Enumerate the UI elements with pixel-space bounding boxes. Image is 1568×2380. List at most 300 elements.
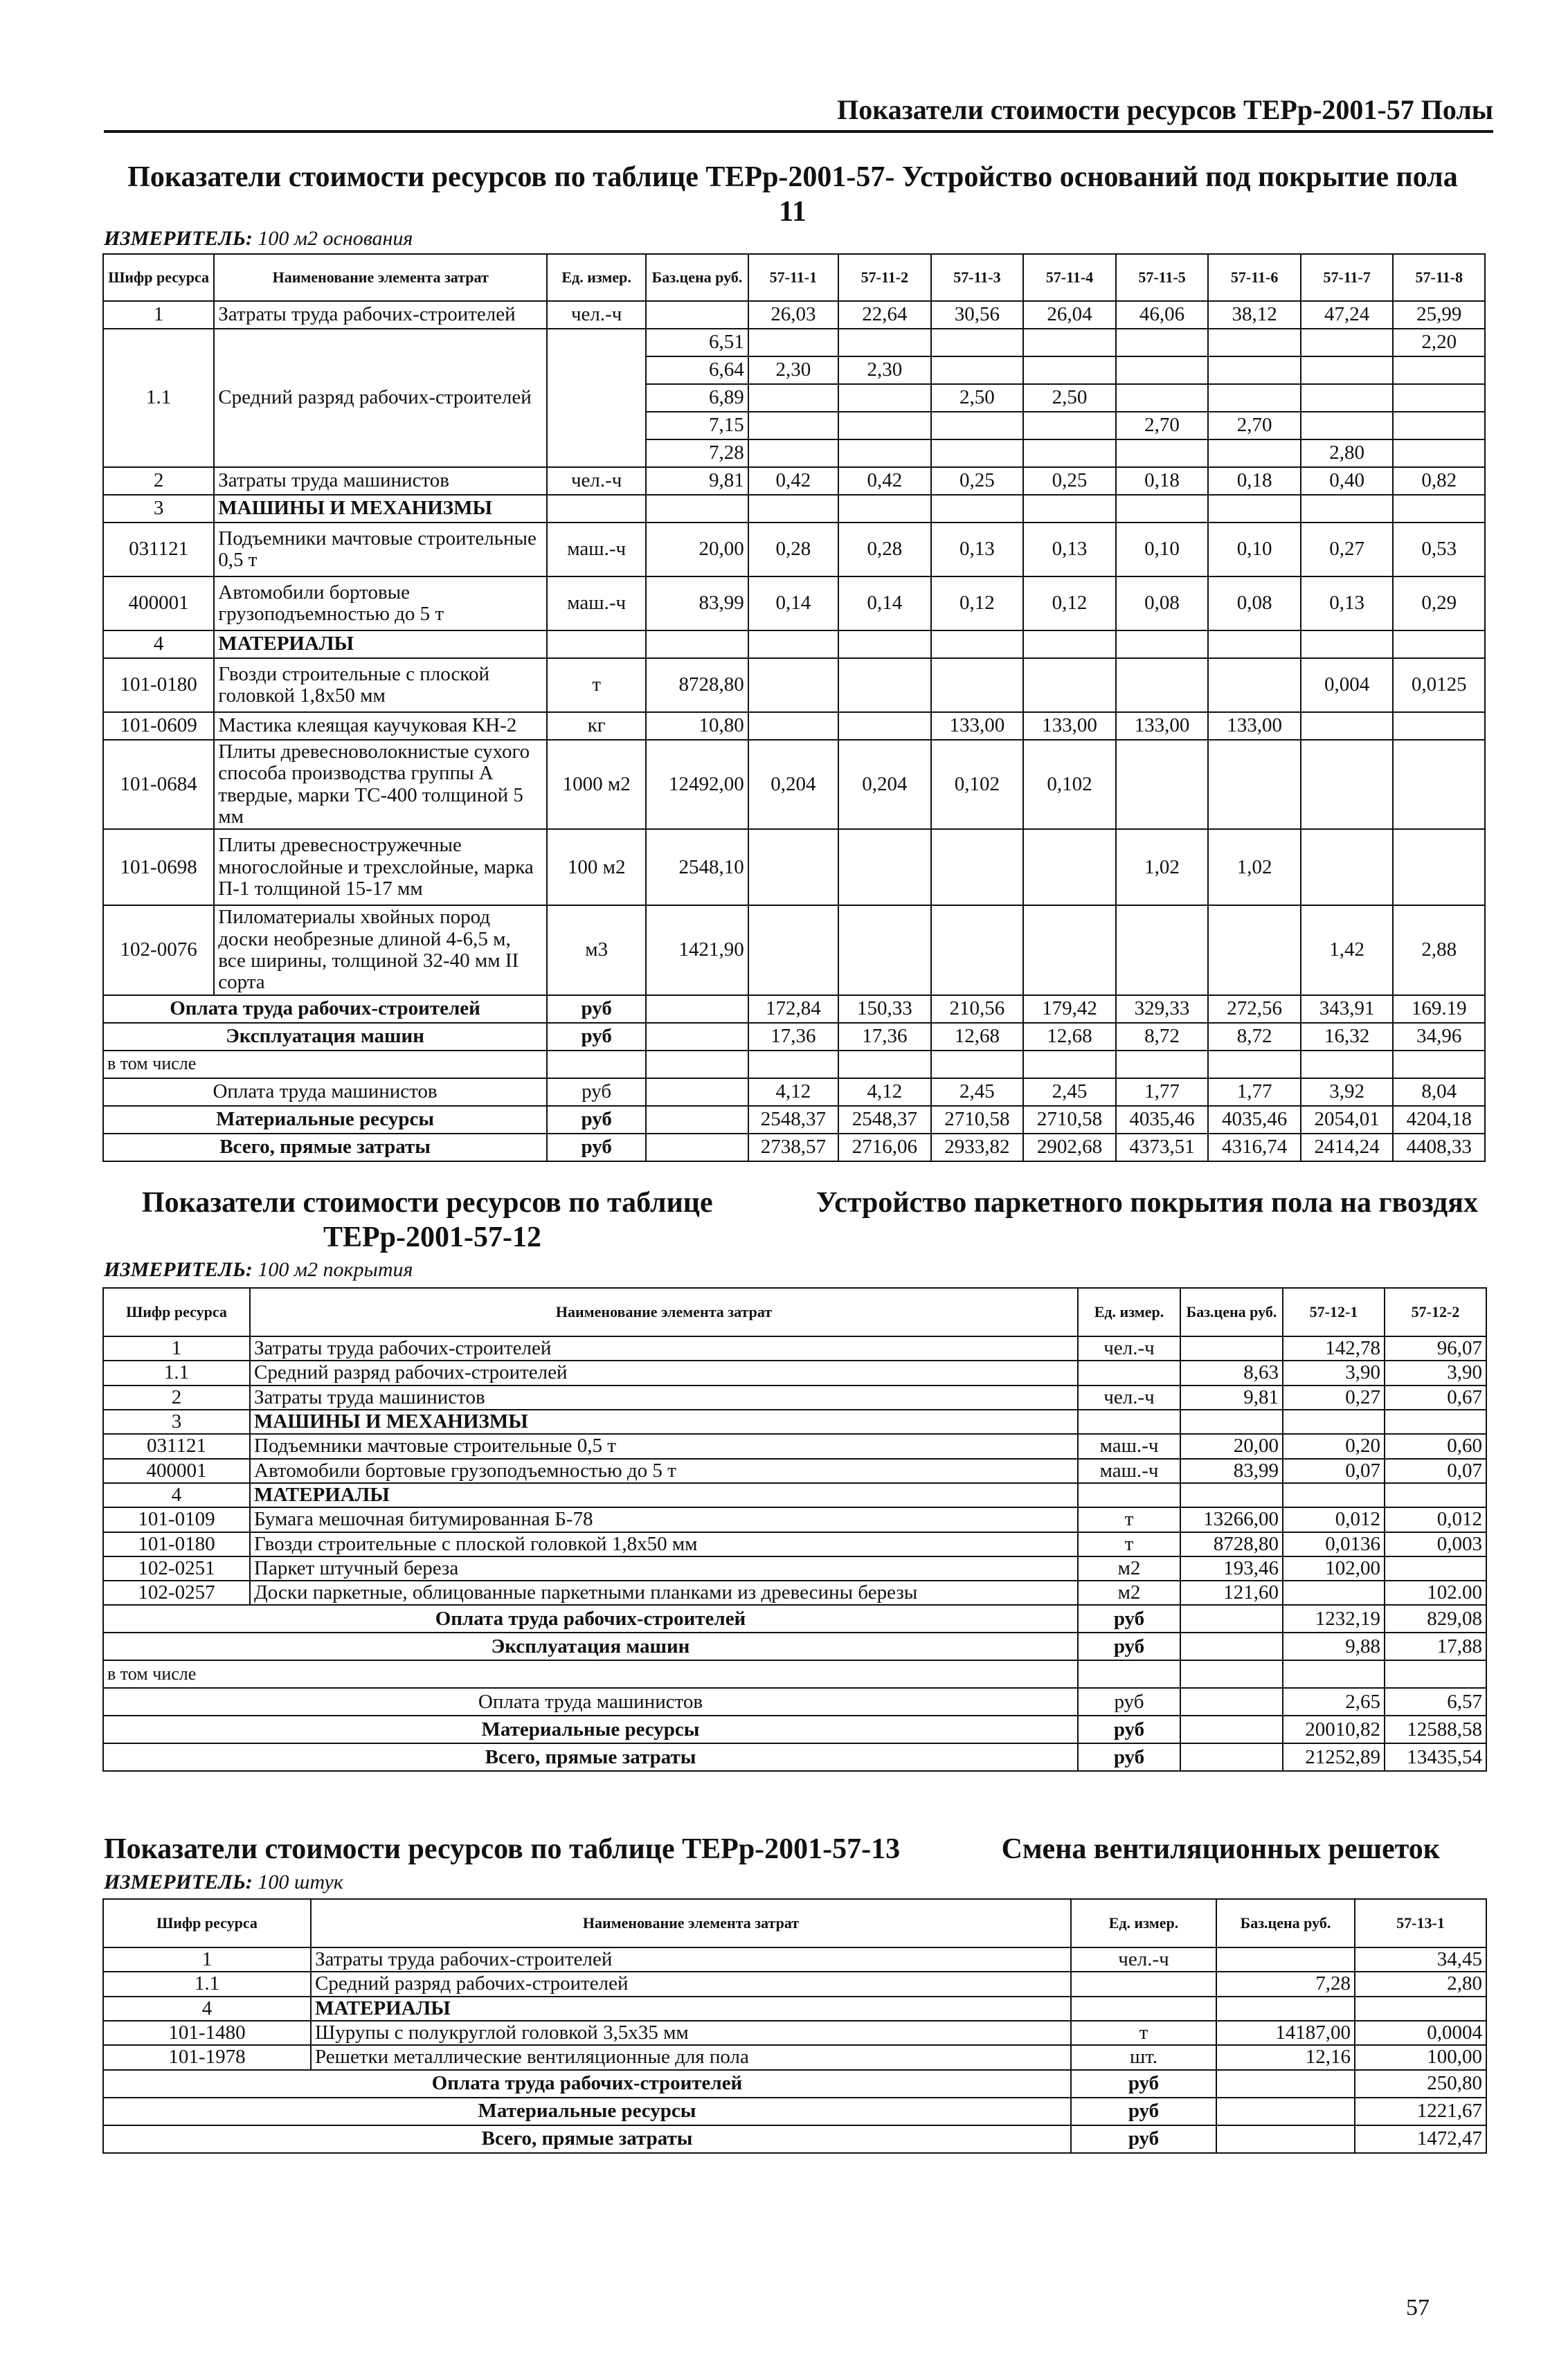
cost-element-name: Доски паркетные, облицованные паркетными планками из древесины березы bbox=[250, 1581, 1078, 1605]
measure-label: ИЗМЕРИТЕЛЬ: bbox=[104, 1258, 253, 1281]
table-row bbox=[103, 740, 1485, 829]
value-cell: 30,56 bbox=[931, 301, 1024, 329]
resource-code: 4 bbox=[103, 1997, 311, 2021]
value-cell: 0,25 bbox=[931, 467, 1024, 495]
value-cell bbox=[748, 630, 838, 658]
cost-element-name: Автомобили бортовые грузоподъемностью до 5 т bbox=[214, 576, 547, 630]
value-cell: 17,88 bbox=[1385, 1633, 1486, 1660]
base-price-cell: 13266,00 bbox=[1180, 1507, 1283, 1532]
value-cell: 100,00 bbox=[1355, 2045, 1486, 2069]
value-cell bbox=[1283, 1660, 1385, 1688]
value-cell: 133,00 bbox=[1023, 712, 1116, 740]
value-cell bbox=[1208, 630, 1301, 658]
value-cell: 2,70 bbox=[1208, 412, 1301, 439]
value-cell: 0,60 bbox=[1385, 1434, 1486, 1458]
value-cell bbox=[1208, 905, 1301, 994]
value-cell: 0,12 bbox=[931, 576, 1024, 630]
value-cell bbox=[1216, 2098, 1355, 2125]
column-header: 57-11-7 bbox=[1301, 254, 1394, 301]
summary-label: в том числе bbox=[103, 1051, 547, 1078]
table-row bbox=[103, 1483, 1486, 1507]
value-cell bbox=[931, 356, 1024, 384]
unit-cell: м2 bbox=[1078, 1556, 1180, 1581]
base-price-cell bbox=[1180, 1336, 1283, 1361]
cost-element-name: Затраты труда рабочих-строителей bbox=[311, 1947, 1071, 1972]
value-cell: 0,42 bbox=[838, 467, 931, 495]
value-cell bbox=[1023, 356, 1116, 384]
value-cell: 0,012 bbox=[1283, 1507, 1385, 1532]
value-cell: 0,012 bbox=[1385, 1507, 1486, 1532]
value-cell bbox=[1301, 630, 1394, 658]
header-rule bbox=[104, 130, 1493, 133]
base-price-cell: 20,00 bbox=[646, 523, 748, 576]
value-cell bbox=[1301, 412, 1394, 439]
value-cell: 0,004 bbox=[1301, 658, 1394, 712]
value-cell: 8,72 bbox=[1116, 1023, 1209, 1051]
value-cell: 4316,74 bbox=[1208, 1134, 1301, 1161]
cost-element-name: Паркет штучный береза bbox=[250, 1556, 1078, 1581]
unit-cell bbox=[1078, 1660, 1180, 1688]
summary-label: Всего, прямые затраты bbox=[103, 2125, 1071, 2153]
section-1-title bbox=[104, 161, 1481, 228]
value-cell bbox=[748, 412, 838, 439]
value-cell bbox=[1116, 384, 1209, 412]
value-cell: 4,12 bbox=[748, 1078, 838, 1106]
value-cell bbox=[838, 495, 931, 523]
summary-label: Оплата труда машинистов bbox=[103, 1078, 547, 1106]
summary-row bbox=[103, 2125, 1486, 2153]
value-cell: 13435,54 bbox=[1385, 1743, 1486, 1771]
resource-code: 101-0698 bbox=[103, 829, 214, 905]
column-header: 57-11-2 bbox=[838, 254, 931, 301]
base-price-cell: 121,60 bbox=[1180, 1581, 1283, 1605]
unit-cell: руб bbox=[547, 1106, 646, 1134]
value-cell bbox=[838, 329, 931, 356]
value-cell bbox=[838, 384, 931, 412]
running-header: Показатели стоимости ресурсов ТЕРр-2001-57 Полы bbox=[837, 94, 1493, 125]
unit-cell bbox=[1078, 1361, 1180, 1385]
value-cell: 0,27 bbox=[1283, 1386, 1385, 1410]
table-header-row bbox=[103, 254, 1485, 301]
value-cell bbox=[1283, 1410, 1385, 1434]
value-cell: 34,96 bbox=[1393, 1023, 1485, 1051]
value-cell: 0,82 bbox=[1393, 467, 1485, 495]
summary-label: Материальные ресурсы bbox=[103, 1106, 547, 1134]
unit-cell: т bbox=[1078, 1532, 1180, 1556]
value-cell bbox=[646, 1051, 748, 1078]
unit-cell: маш.-ч bbox=[547, 576, 646, 630]
value-cell: 0,08 bbox=[1116, 576, 1209, 630]
section-3-title-right: Смена вентиляционных решеток bbox=[1001, 1833, 1440, 1865]
base-price-cell: 12,16 bbox=[1216, 2045, 1355, 2069]
resource-code: 4 bbox=[103, 1483, 250, 1507]
cost-element-name: Затраты труда рабочих-строителей bbox=[250, 1336, 1078, 1361]
unit-cell bbox=[547, 630, 646, 658]
table-row bbox=[103, 301, 1485, 329]
value-cell: 2,80 bbox=[1355, 1972, 1486, 1996]
value-cell bbox=[646, 1106, 748, 1134]
value-cell bbox=[1023, 412, 1116, 439]
resource-code: 3 bbox=[103, 495, 214, 523]
resource-table-57-12 bbox=[102, 1287, 1487, 1772]
cost-element-name: МАТЕРИАЛЫ bbox=[214, 630, 547, 658]
resource-table-57-13 bbox=[102, 1898, 1487, 2154]
value-cell bbox=[748, 495, 838, 523]
value-cell bbox=[1116, 740, 1209, 829]
unit-cell: т bbox=[1071, 2021, 1216, 2045]
table-row bbox=[103, 829, 1485, 905]
resource-code: 1 bbox=[103, 1947, 311, 1972]
cost-element-name: Бумага мешочная битумированная Б-78 bbox=[250, 1507, 1078, 1532]
value-cell bbox=[1301, 384, 1394, 412]
value-cell bbox=[1385, 1410, 1486, 1434]
value-cell: 250,80 bbox=[1355, 2070, 1486, 2098]
section-3-title bbox=[104, 1833, 1440, 1866]
value-cell: 0,10 bbox=[1208, 523, 1301, 576]
measure-value: 100 штук bbox=[258, 1871, 343, 1893]
value-cell: 1,42 bbox=[1301, 905, 1394, 994]
column-header: Баз.цена руб. bbox=[1180, 1288, 1283, 1336]
table-row bbox=[103, 1507, 1486, 1532]
value-cell: 16,32 bbox=[1301, 1023, 1394, 1051]
column-header: Ед. измер. bbox=[1071, 1899, 1216, 1947]
value-cell: 1,77 bbox=[1116, 1078, 1209, 1106]
table-row bbox=[103, 523, 1485, 576]
unit-cell: чел.-ч bbox=[547, 467, 646, 495]
summary-label: Оплата труда машинистов bbox=[103, 1688, 1078, 1716]
value-cell bbox=[931, 630, 1024, 658]
column-header: Наименование элемента затрат bbox=[214, 254, 547, 301]
value-cell: 133,00 bbox=[1208, 712, 1301, 740]
value-cell: 0,13 bbox=[1023, 523, 1116, 576]
unit-cell bbox=[547, 495, 646, 523]
unit-cell bbox=[1078, 1410, 1180, 1434]
measure-label: ИЗМЕРИТЕЛЬ: bbox=[104, 227, 253, 250]
resource-code: 031121 bbox=[103, 523, 214, 576]
resource-code: 1.1 bbox=[103, 329, 214, 467]
value-cell bbox=[1216, 2125, 1355, 2153]
table-row bbox=[103, 2021, 1486, 2045]
summary-row bbox=[103, 2098, 1486, 2125]
table-row bbox=[103, 1386, 1486, 1410]
value-cell bbox=[1301, 1051, 1394, 1078]
summary-row bbox=[103, 1078, 1485, 1106]
column-header: 57-13-1 bbox=[1355, 1899, 1486, 1947]
value-cell: 25,99 bbox=[1393, 301, 1485, 329]
base-price-cell: 8728,80 bbox=[1180, 1532, 1283, 1556]
unit-cell bbox=[547, 1051, 646, 1078]
unit-cell: маш.-ч bbox=[1078, 1434, 1180, 1458]
section-1-title-line2: 11 bbox=[779, 196, 806, 228]
base-price-cell: 9,81 bbox=[646, 467, 748, 495]
value-cell: 2738,57 bbox=[748, 1134, 838, 1161]
base-price-cell bbox=[646, 301, 748, 329]
resource-code: 101-0609 bbox=[103, 712, 214, 740]
cost-element-name: Подъемники мачтовые строительные 0,5 т bbox=[214, 523, 547, 576]
cost-element-name: Шурупы с полукруглой головкой 3,5х35 мм bbox=[311, 2021, 1071, 2045]
summary-row bbox=[103, 1716, 1486, 1743]
value-cell bbox=[838, 712, 931, 740]
value-cell: 4035,46 bbox=[1116, 1106, 1209, 1134]
value-cell: 4204,18 bbox=[1393, 1106, 1485, 1134]
value-cell: 1,77 bbox=[1208, 1078, 1301, 1106]
unit-cell: чел.-ч bbox=[547, 301, 646, 329]
value-cell: 2710,58 bbox=[1023, 1106, 1116, 1134]
column-header: Баз.цена руб. bbox=[646, 254, 748, 301]
unit-cell: руб bbox=[1078, 1743, 1180, 1771]
base-price-cell bbox=[646, 495, 748, 523]
value-cell bbox=[1216, 2070, 1355, 2098]
value-cell: 3,90 bbox=[1385, 1361, 1486, 1385]
value-cell bbox=[931, 658, 1024, 712]
summary-row bbox=[103, 1023, 1485, 1051]
value-cell bbox=[1116, 905, 1209, 994]
value-cell: 272,56 bbox=[1208, 995, 1301, 1023]
value-cell: 0,204 bbox=[748, 740, 838, 829]
table-row bbox=[103, 1459, 1486, 1483]
table-row bbox=[103, 630, 1485, 658]
resource-code: 102-0251 bbox=[103, 1556, 250, 1581]
cost-element-name: Затраты труда машинистов bbox=[250, 1386, 1078, 1410]
base-price-cell: 6,51 bbox=[646, 329, 748, 356]
measure-value: 100 м2 основания bbox=[258, 227, 413, 250]
value-cell: 133,00 bbox=[1116, 712, 1209, 740]
value-cell: 21252,89 bbox=[1283, 1743, 1385, 1771]
column-header: 57-11-4 bbox=[1023, 254, 1116, 301]
cost-element-name: Плиты древесностружечные многослойные и трехслойные, марка П-1 толщиной 15-17 мм bbox=[214, 829, 547, 905]
base-price-cell: 83,99 bbox=[1180, 1459, 1283, 1483]
value-cell: 0,0125 bbox=[1393, 658, 1485, 712]
value-cell: 3,90 bbox=[1283, 1361, 1385, 1385]
value-cell bbox=[1023, 439, 1116, 467]
column-header: 57-12-1 bbox=[1283, 1288, 1385, 1336]
base-price-cell: 7,15 bbox=[646, 412, 748, 439]
value-cell bbox=[1385, 1660, 1486, 1688]
base-price-cell: 6,64 bbox=[646, 356, 748, 384]
value-cell: 0,102 bbox=[931, 740, 1024, 829]
value-cell: 26,04 bbox=[1023, 301, 1116, 329]
value-cell bbox=[1180, 1633, 1283, 1660]
value-cell bbox=[838, 412, 931, 439]
value-cell bbox=[838, 905, 931, 994]
cost-element-name: Гвозди строительные с плоской головкой 1,8х50 мм bbox=[214, 658, 547, 712]
page-number: 57 bbox=[1406, 2295, 1430, 2320]
value-cell: 0,102 bbox=[1023, 740, 1116, 829]
resource-code: 101-1480 bbox=[103, 2021, 311, 2045]
value-cell bbox=[838, 829, 931, 905]
value-cell: 2,30 bbox=[838, 356, 931, 384]
value-cell: 0,08 bbox=[1208, 576, 1301, 630]
base-price-cell bbox=[1216, 1997, 1355, 2021]
value-cell: 2933,82 bbox=[931, 1134, 1024, 1161]
value-cell bbox=[1393, 712, 1485, 740]
section-2-measure bbox=[104, 1258, 413, 1282]
value-cell: 0,204 bbox=[838, 740, 931, 829]
value-cell: 4035,46 bbox=[1208, 1106, 1301, 1134]
base-price-cell: 1421,90 bbox=[646, 905, 748, 994]
column-header: Шифр ресурса bbox=[103, 1899, 311, 1947]
value-cell: 2054,01 bbox=[1301, 1106, 1394, 1134]
unit-cell: м3 bbox=[547, 905, 646, 994]
value-cell: 1232,19 bbox=[1283, 1605, 1385, 1633]
table-row bbox=[103, 1336, 1486, 1361]
value-cell bbox=[1180, 1660, 1283, 1688]
column-header: Ед. измер. bbox=[547, 254, 646, 301]
section-2-title bbox=[142, 1186, 1478, 1254]
value-cell bbox=[1385, 1483, 1486, 1507]
value-cell bbox=[646, 1134, 748, 1161]
value-cell: 2,50 bbox=[1023, 384, 1116, 412]
value-cell bbox=[838, 658, 931, 712]
value-cell: 46,06 bbox=[1116, 301, 1209, 329]
base-price-cell: 12492,00 bbox=[646, 740, 748, 829]
resource-code: 031121 bbox=[103, 1434, 250, 1458]
section-1-measure bbox=[104, 227, 413, 251]
value-cell bbox=[748, 384, 838, 412]
value-cell bbox=[1208, 658, 1301, 712]
table-row bbox=[103, 1410, 1486, 1434]
value-cell: 96,07 bbox=[1385, 1336, 1486, 1361]
value-cell: 47,24 bbox=[1301, 301, 1394, 329]
value-cell: 22,64 bbox=[838, 301, 931, 329]
unit-cell: м2 bbox=[1078, 1581, 1180, 1605]
value-cell bbox=[1023, 495, 1116, 523]
value-cell: 0,40 bbox=[1301, 467, 1394, 495]
value-cell bbox=[1023, 630, 1116, 658]
table-row bbox=[103, 1972, 1486, 1996]
section-1-title-line1: Показатели стоимости ресурсов по таблице ТЕРр-2001-57- Устройство оснований под покрытие пола bbox=[127, 161, 1458, 193]
column-header: 57-11-1 bbox=[748, 254, 838, 301]
value-cell bbox=[748, 329, 838, 356]
value-cell: 6,57 bbox=[1385, 1688, 1486, 1716]
summary-label: Эксплуатация машин bbox=[103, 1633, 1078, 1660]
value-cell: 0,27 bbox=[1301, 523, 1394, 576]
value-cell bbox=[1283, 1581, 1385, 1605]
value-cell: 0,28 bbox=[748, 523, 838, 576]
resource-code: 1.1 bbox=[103, 1972, 311, 1996]
value-cell bbox=[1301, 329, 1394, 356]
base-price-cell: 9,81 bbox=[1180, 1386, 1283, 1410]
value-cell: 2710,58 bbox=[931, 1106, 1024, 1134]
unit-cell: руб bbox=[1071, 2098, 1216, 2125]
summary-label: Всего, прямые затраты bbox=[103, 1743, 1078, 1771]
column-header: 57-11-8 bbox=[1393, 254, 1485, 301]
table-row bbox=[103, 1997, 1486, 2021]
summary-row bbox=[103, 1051, 1485, 1078]
value-cell bbox=[1180, 1688, 1283, 1716]
unit-cell: шт. bbox=[1071, 2045, 1216, 2069]
summary-label: Оплата труда рабочих-строителей bbox=[103, 2070, 1071, 2098]
value-cell: 0,14 bbox=[748, 576, 838, 630]
value-cell bbox=[646, 1023, 748, 1051]
table-row bbox=[103, 1361, 1486, 1385]
unit-cell: 1000 м2 bbox=[547, 740, 646, 829]
base-price-cell: 8728,80 bbox=[646, 658, 748, 712]
measure-label: ИЗМЕРИТЕЛЬ: bbox=[104, 1871, 253, 1893]
value-cell: 1,02 bbox=[1116, 829, 1209, 905]
column-header: 57-11-5 bbox=[1116, 254, 1209, 301]
unit-cell: чел.-ч bbox=[1078, 1386, 1180, 1410]
value-cell bbox=[748, 905, 838, 994]
cost-element-name: Средний разряд рабочих-строителей bbox=[214, 329, 547, 467]
base-price-cell bbox=[646, 630, 748, 658]
value-cell: 1472,47 bbox=[1355, 2125, 1486, 2153]
base-price-cell bbox=[1216, 1947, 1355, 1972]
base-price-cell: 2548,10 bbox=[646, 829, 748, 905]
value-cell bbox=[1393, 356, 1485, 384]
section-3-title-left: Показатели стоимости ресурсов по таблице ТЕРр-2001-57-13 bbox=[104, 1833, 901, 1865]
value-cell: 2,70 bbox=[1116, 412, 1209, 439]
value-cell: 12588,58 bbox=[1385, 1716, 1486, 1743]
value-cell bbox=[646, 1078, 748, 1106]
summary-row bbox=[103, 1660, 1486, 1688]
unit-cell: руб bbox=[1078, 1633, 1180, 1660]
column-header: Шифр ресурса bbox=[103, 1288, 250, 1336]
value-cell: 2902,68 bbox=[1023, 1134, 1116, 1161]
value-cell bbox=[1116, 439, 1209, 467]
cost-element-name: Автомобили бортовые грузоподъемностью до 5 т bbox=[250, 1459, 1078, 1483]
value-cell bbox=[1023, 905, 1116, 994]
value-cell: 133,00 bbox=[931, 712, 1024, 740]
value-cell bbox=[1208, 495, 1301, 523]
base-price-cell: 8,63 bbox=[1180, 1361, 1283, 1385]
table-row bbox=[103, 1556, 1486, 1581]
cost-element-name: Средний разряд рабочих-строителей bbox=[250, 1361, 1078, 1385]
cost-element-name: Плиты древесноволокнистые сухого способа производства группы А твердые, марки ТС-400 толщиной 5 мм bbox=[214, 740, 547, 829]
value-cell bbox=[1301, 740, 1394, 829]
value-cell: 0,13 bbox=[931, 523, 1024, 576]
section-2-title-left: Показатели стоимости ресурсов по таблице bbox=[142, 1187, 713, 1219]
value-cell bbox=[931, 1051, 1024, 1078]
value-cell: 2,88 bbox=[1393, 905, 1485, 994]
base-price-cell: 83,99 bbox=[646, 576, 748, 630]
unit-cell: кг bbox=[547, 712, 646, 740]
value-cell: 0,67 bbox=[1385, 1386, 1486, 1410]
value-cell: 829,08 bbox=[1385, 1605, 1486, 1633]
resource-code: 101-0109 bbox=[103, 1507, 250, 1532]
cost-element-name: Затраты труда машинистов bbox=[214, 467, 547, 495]
cost-element-name: Подъемники мачтовые строительные 0,5 т bbox=[250, 1434, 1078, 1458]
unit-cell: руб bbox=[1071, 2125, 1216, 2153]
resource-code: 101-0684 bbox=[103, 740, 214, 829]
value-cell bbox=[646, 995, 748, 1023]
section-2-title-left-line2: ТЕРр-2001-57-12 bbox=[323, 1221, 541, 1253]
section-3-measure bbox=[104, 1871, 343, 1894]
value-cell bbox=[1116, 658, 1209, 712]
resource-code: 101-0180 bbox=[103, 658, 214, 712]
summary-row bbox=[103, 1688, 1486, 1716]
base-price-cell bbox=[1180, 1410, 1283, 1434]
value-cell: 2,45 bbox=[931, 1078, 1024, 1106]
table-row bbox=[103, 576, 1485, 630]
value-cell: 2,45 bbox=[1023, 1078, 1116, 1106]
table-row bbox=[103, 1434, 1486, 1458]
column-header: 57-11-3 bbox=[931, 254, 1024, 301]
unit-cell: руб bbox=[1078, 1605, 1180, 1633]
column-header: Ед. измер. bbox=[1078, 1288, 1180, 1336]
value-cell: 0,29 bbox=[1393, 576, 1485, 630]
resource-code: 1 bbox=[103, 301, 214, 329]
column-header: Баз.цена руб. bbox=[1216, 1899, 1355, 1947]
base-price-cell: 10,80 bbox=[646, 712, 748, 740]
value-cell bbox=[748, 439, 838, 467]
summary-label: Материальные ресурсы bbox=[103, 1716, 1078, 1743]
value-cell: 1221,67 bbox=[1355, 2098, 1486, 2125]
value-cell bbox=[748, 829, 838, 905]
unit-cell bbox=[1071, 1972, 1216, 1996]
value-cell: 0,18 bbox=[1208, 467, 1301, 495]
cost-element-name: Гвозди строительные с плоской головкой 1,8х50 мм bbox=[250, 1532, 1078, 1556]
